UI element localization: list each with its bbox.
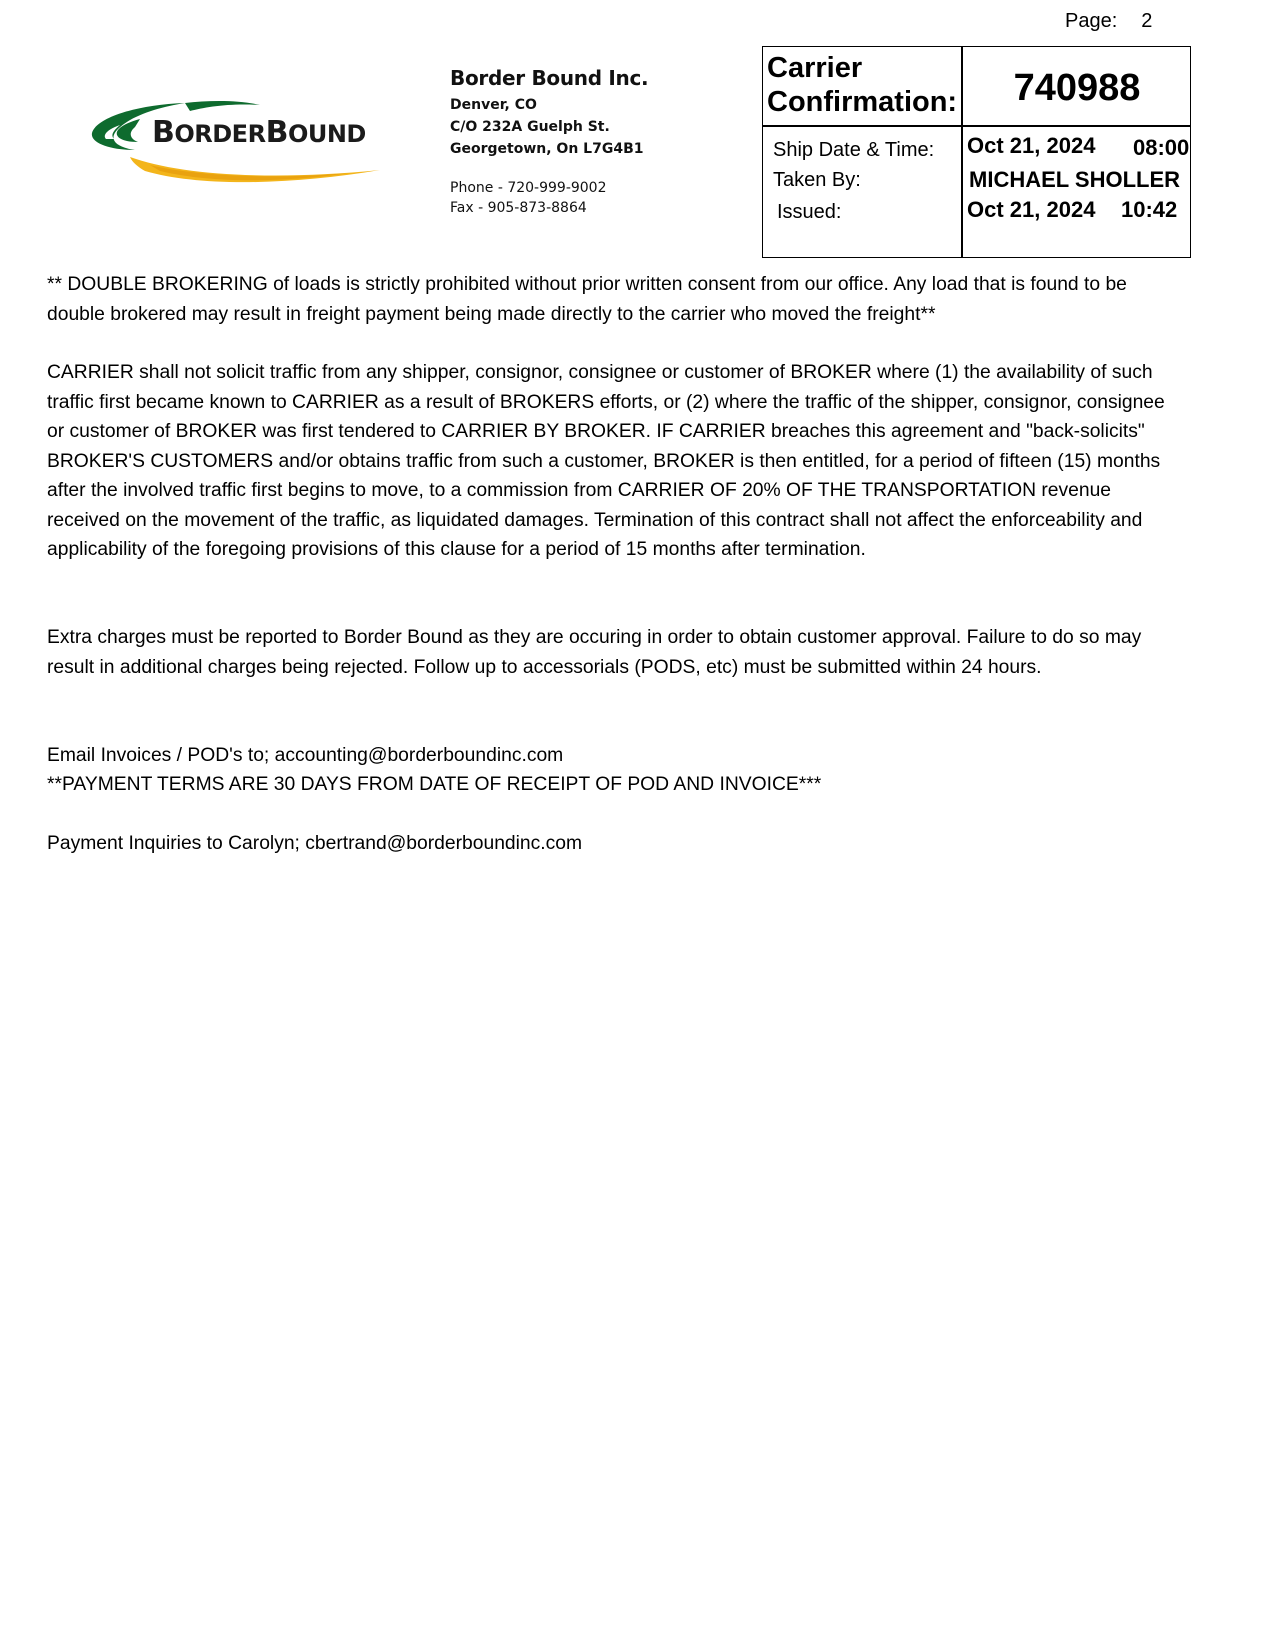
issued-date-value: Oct 21, 2024 (967, 197, 1096, 222)
company-info (450, 66, 648, 218)
extra-charges-notice: Extra charges must be reported to Border Bound as they are occuring in order to obtain customer approval. Failure to do so may result in additional charges being rejected. Follow up to accessorials (PODS, etc) must be submitted within 24 hours. (47, 627, 1142, 678)
ship-date-value: Oct 21, 2024 (967, 133, 1096, 158)
page-label: Page: (1065, 10, 1118, 32)
ship-date-label: Ship Date & Time: (773, 139, 935, 161)
logo-wordmark: BORDERBOUND (152, 115, 366, 150)
page-indicator (1065, 10, 1152, 33)
payment-terms-line: **PAYMENT TERMS ARE 30 DAYS FROM DATE OF RECEIPT OF POD AND INVOICE*** (47, 774, 822, 795)
issued-time-value: 10:42 (1121, 197, 1178, 222)
page-number: 2 (1141, 10, 1153, 32)
solicitation-clause: CARRIER shall not solicit traffic from any shipper, consignor, consignee or customer of BROKER where (1) the availability of such traffic first became known to CARRIER as a result of BROKERS efforts, or (2) where the traffic of the shipper, consignor, consignee or customer of BROKER was first tendered to CARRIER BY BROKER. IF CARRIER breaches this agreement and "back-solicits" BROKER'S CUSTOMERS and/or obtains traffic from such a customer, BROKER is then entitled, for a period of fifteen (15) months after the involved traffic first begins to move, to a commission from CARRIER OF 20% OF THE TRANSPORTATION revenue received on the movement of the traffic, as liquidated damages. Termination of this contract shall not affect the enforceability and applicability of the foregoing provisions of this clause for a period of 15 months after termination. (47, 362, 1165, 560)
ship-time-value: 08:00 (1133, 135, 1190, 160)
company-fax: Fax - 905-873-8864 (450, 200, 587, 216)
email-invoices-line: Email Invoices / POD's to; accounting@borderboundinc.com (47, 745, 564, 766)
company-address-line: Georgetown, On L7G4B1 (450, 141, 644, 157)
confirmation-number: 740988 (1013, 67, 1141, 109)
company-contact (450, 178, 648, 218)
company-name: Border Bound Inc. (450, 66, 649, 90)
taken-by-value: MICHAEL SHOLLER (969, 167, 1181, 192)
company-address-line: C/O 232A Guelph St. (450, 119, 610, 135)
taken-by-label: Taken By: (773, 169, 861, 191)
company-phone: Phone - 720-999-9002 (450, 180, 607, 196)
borderbound-logo (90, 95, 380, 190)
carrier-confirmation-box (762, 46, 1191, 258)
payment-inquiries-line: Payment Inquiries to Carolyn; cbertrand@borderboundinc.com (47, 833, 583, 854)
double-brokering-notice: ** DOUBLE BROKERING of loads is strictly prohibited without prior written consent from our office. Any load that is found to be double brokered may result in freight payment being made directly to the carrier who moved the freight** (47, 274, 1127, 325)
issued-label: Issued: (777, 201, 842, 223)
company-address-line: Denver, CO (450, 97, 537, 113)
confirmation-title: Carrier Confirmation: (767, 52, 958, 118)
box-divider-horizontal (763, 125, 1190, 127)
